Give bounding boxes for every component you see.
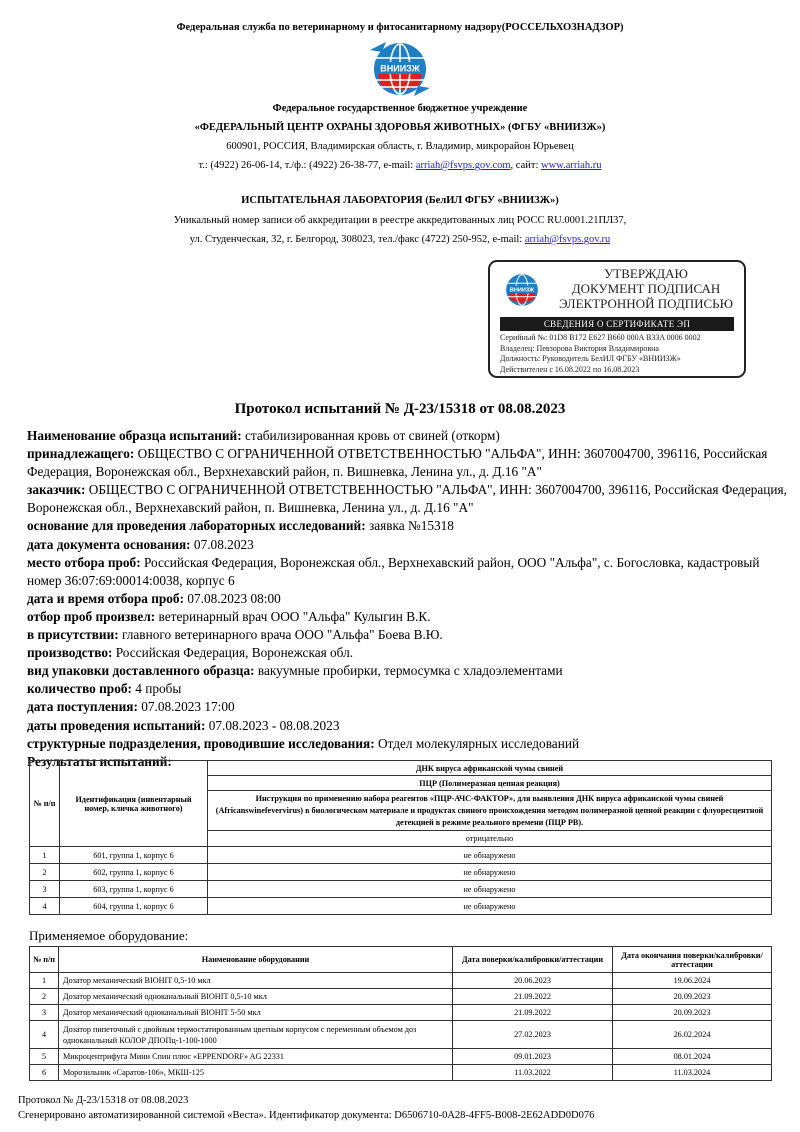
stamp-signed: ДОКУМЕНТ ПОДПИСАН: [571, 281, 721, 296]
equipment-table: [29, 946, 772, 1081]
results-heading: Результаты испытаний:: [27, 753, 172, 769]
header-norm: отрицательно: [208, 831, 772, 847]
col-header-calibration-end: Дата окончания поверки/калибровки/аттестации: [613, 947, 772, 973]
stamp-certificate-info: [500, 333, 740, 375]
lab-name: ИСПЫТАТЕЛЬНАЯ ЛАБОРАТОРИЯ (БелИЛ ФГБУ «ВНИИЗЖ»): [241, 195, 559, 206]
col-header-equipment-name: Наименование оборудовании: [59, 947, 453, 973]
footer-generated-by: Сгенерировано автоматизированной системой «Веста». Идентификатор документа: D6506710-0A28-4FF5-B008-2E62ADD0D076: [18, 1110, 595, 1121]
stamp-owner: Владелец: Певзорова Виктория Владимировна: [500, 343, 659, 353]
field-sampled-by: отбор проб произвел: ветеринарный врач ООО "Альфа" Кулыгин В.К.: [27, 608, 431, 624]
stamp-electronic: ЭЛЕКТРОННОЙ ПОДПИСЬЮ: [559, 296, 733, 311]
organization-block: [0, 99, 800, 175]
lab-email-link[interactable]: arriah@fsvps.gov.ru: [524, 234, 611, 245]
svg-text:ВНИИЗЖ: ВНИИЗЖ: [509, 287, 535, 294]
agency-name: Федеральная служба по ветеринарному и фитосанитарному надзору(РОССЕЛЬХОЗНАДЗОР): [176, 22, 624, 33]
field-department: структурные подразделения, проводившие исследования: Отдел молекулярных исследований: [27, 735, 580, 751]
field-customer: заказчик: ОБЩЕСТВО С ОГРАНИЧЕННОЙ ОТВЕТСТВЕННОСТЬЮ "АЛЬФА", ИНН: 3607004700, 396116, Российская Федерация, Воронежская обл., Верхнехавский район, п. Вишневка, Ленина ул., д. Д.16 "А": [27, 482, 787, 516]
document-footer: [18, 1093, 594, 1123]
stamp-title: [548, 266, 744, 311]
table-row: 4 604, группа 1, корпус 6 не обнаружено: [30, 898, 772, 915]
vniizzh-logo-icon: [364, 38, 436, 100]
org-name: «ФЕДЕРАЛЬНЫЙ ЦЕНТР ОХРАНЫ ЗДОРОВЬЯ ЖИВОТНЫХ» (ФГБУ «ВНИИЗЖ»): [194, 122, 606, 133]
field-basis-date: дата документа основания: 07.08.2023: [27, 536, 254, 552]
protocol-title: Протокол испытаний № Д-23/15318 от 08.08.2023: [234, 401, 566, 417]
protocol-fields: [27, 427, 787, 771]
lab-address: ул. Студенческая, 32, г. Белгород, 308023, тел./факс (4722) 250-952, e-mail:: [189, 234, 525, 245]
equipment-heading: Применяемое оборудование:: [29, 928, 189, 943]
stamp-position: Должность: Руководитель БелИЛ ФГБУ «ВНИИЗЖ»: [500, 354, 681, 363]
field-sampling-place: место отбора проб: Российская Федерация, Воронежская обл., Верхнехавский район, ООО "Альфа", с. Богословка, кадастровый номер 36:07:69:00014:0038, корпус 6: [27, 554, 760, 588]
lab-accreditation: Уникальный номер записи об аккредитации в реестре аккредитованных лиц РОСС RU.0001.21ПЛ37,: [173, 214, 627, 226]
field-basis: основание для проведения лабораторных исследований: заявка №15318: [27, 518, 454, 534]
results-table: [29, 760, 772, 915]
table-row: 1 601, группа 1, корпус 6 не обнаружено: [30, 847, 772, 864]
col-header-number: № п/п: [30, 947, 59, 973]
field-sample-name: Наименование образца испытаний: стабилизированная кровь от свиней (откорм): [27, 428, 500, 443]
col-header-identification: Идентификация (инвентарный номер, кличка животного): [60, 761, 208, 847]
col-header-calibration-date: Дата поверки/калибровки/аттестации: [453, 947, 613, 973]
table-row: 3 Дозатор механический одноканальный BIOHIT 5-50 мкл 21.09.2022 20.09.2023: [30, 1005, 772, 1021]
stamp-logo-icon: [500, 270, 544, 310]
table-row: 5 Микроцентрифуга Мини Спин плюс «EPPENDORF» AG 22331 09.01.2023 08.01.2024: [30, 1049, 772, 1065]
lab-contacts: [0, 230, 800, 250]
e-signature-stamp: [488, 260, 746, 378]
field-sampling-datetime: дата и время отбора проб: 07.08.2023 08:00: [27, 590, 281, 606]
table-row: 3 603, группа 1, корпус 6 не обнаружено: [30, 881, 772, 898]
field-sample-count: количество проб: 4 пробы: [27, 681, 182, 697]
table-row: 1 Дозатор механический BIOHIT 0,5-10 мкл 20.06.2023 19.06.2024: [30, 973, 772, 989]
col-header-number: № п/п: [30, 761, 60, 847]
field-test-dates: даты проведения испытаний: 07.08.2023 - 08.08.2023: [27, 717, 340, 733]
header-target: ДНК вируса африканской чумы свиней: [208, 761, 772, 776]
stamp-validity: Действителен с 16.08.2022 по 16.08.2023: [500, 364, 640, 374]
table-row: 4 Дозатор пипеточный с двойным термостатированным цветным корпусом с переменным объемом доз одноканальный КОЛОР ДПОПц-1-100-1000 27.02.2023 26.02.2024: [30, 1021, 772, 1049]
org-site-link[interactable]: www.arriah.ru: [541, 160, 602, 171]
field-production: производство: Российская Федерация, Воронежская обл.: [27, 645, 354, 661]
laboratory-block: [0, 191, 800, 250]
field-packaging: вид упаковки доставленного образца: вакуумные пробирки, термосумка с хладоэлементами: [27, 663, 563, 679]
org-type: Федеральное государственное бюджетное учреждение: [272, 103, 528, 114]
org-email-link[interactable]: arriah@fsvps.gov.com: [415, 160, 511, 171]
table-row: 2 602, группа 1, корпус 6 не обнаружено: [30, 864, 772, 881]
stamp-certificate-bar: СВЕДЕНИЯ О СЕРТИФИКАТЕ ЭП: [500, 317, 734, 331]
field-owner: принадлежащего: ОБЩЕСТВО С ОГРАНИЧЕННОЙ ОТВЕТСТВЕННОСТЬЮ "АЛЬФА", ИНН: 3607004700, 396116, Российская Федерация, Воронежская обл., Верхнехавский район, п. Вишневка, Ленина ул., д. Д.16 "А": [27, 446, 768, 480]
org-phones: т.: (4922) 26-06-14, т./ф.: (4922) 26-38-77, e-mail:: [198, 160, 416, 171]
footer-protocol-ref: Протокол № Д-23/15318 от 08.08.2023: [18, 1095, 189, 1106]
header-method: ПЦР (Полимеразная цепная реакция): [208, 776, 772, 791]
table-row: 6 Морозильник «Саратов-106», МКШ-125 11.03.2022 11.03.2024: [30, 1065, 772, 1081]
field-receipt-date: дата поступления: 07.08.2023 17:00: [27, 699, 235, 715]
svg-text:ВНИИЗЖ: ВНИИЗЖ: [380, 63, 420, 74]
table-row: 2 Дозатор механический одноканальный BIOHIT 0,5-10 мкл 21.09.2022 20.09.2023: [30, 989, 772, 1005]
org-address: 600901, РОССИЯ, Владимирская область, г. Владимир, микрорайон Юрьевец: [226, 141, 574, 152]
stamp-approve: УТВЕРЖДАЮ: [604, 266, 688, 281]
stamp-serial: Серийный №: 01D8 B172 E627 B660 000A B33A 0006 0002: [500, 333, 701, 342]
org-contacts: [0, 156, 800, 175]
header-instruction: Инструкция по применению набора реагентов «ПЦР-АЧС-ФАКТОР», для выявления ДНК вируса африканской чумы свиней (Africanswinefevervirus) в биологическом материале и продуктах свиного происхождения методом полимеразной цепной реакции с флуоресцентной детекцией в режиме реального времени (ПЦР РВ).: [208, 791, 772, 831]
field-in-presence: в присутствии: главного ветеринарного врача ООО "Альфа" Боева В.Ю.: [27, 627, 443, 643]
org-site-prefix: , сайт:: [510, 160, 541, 171]
